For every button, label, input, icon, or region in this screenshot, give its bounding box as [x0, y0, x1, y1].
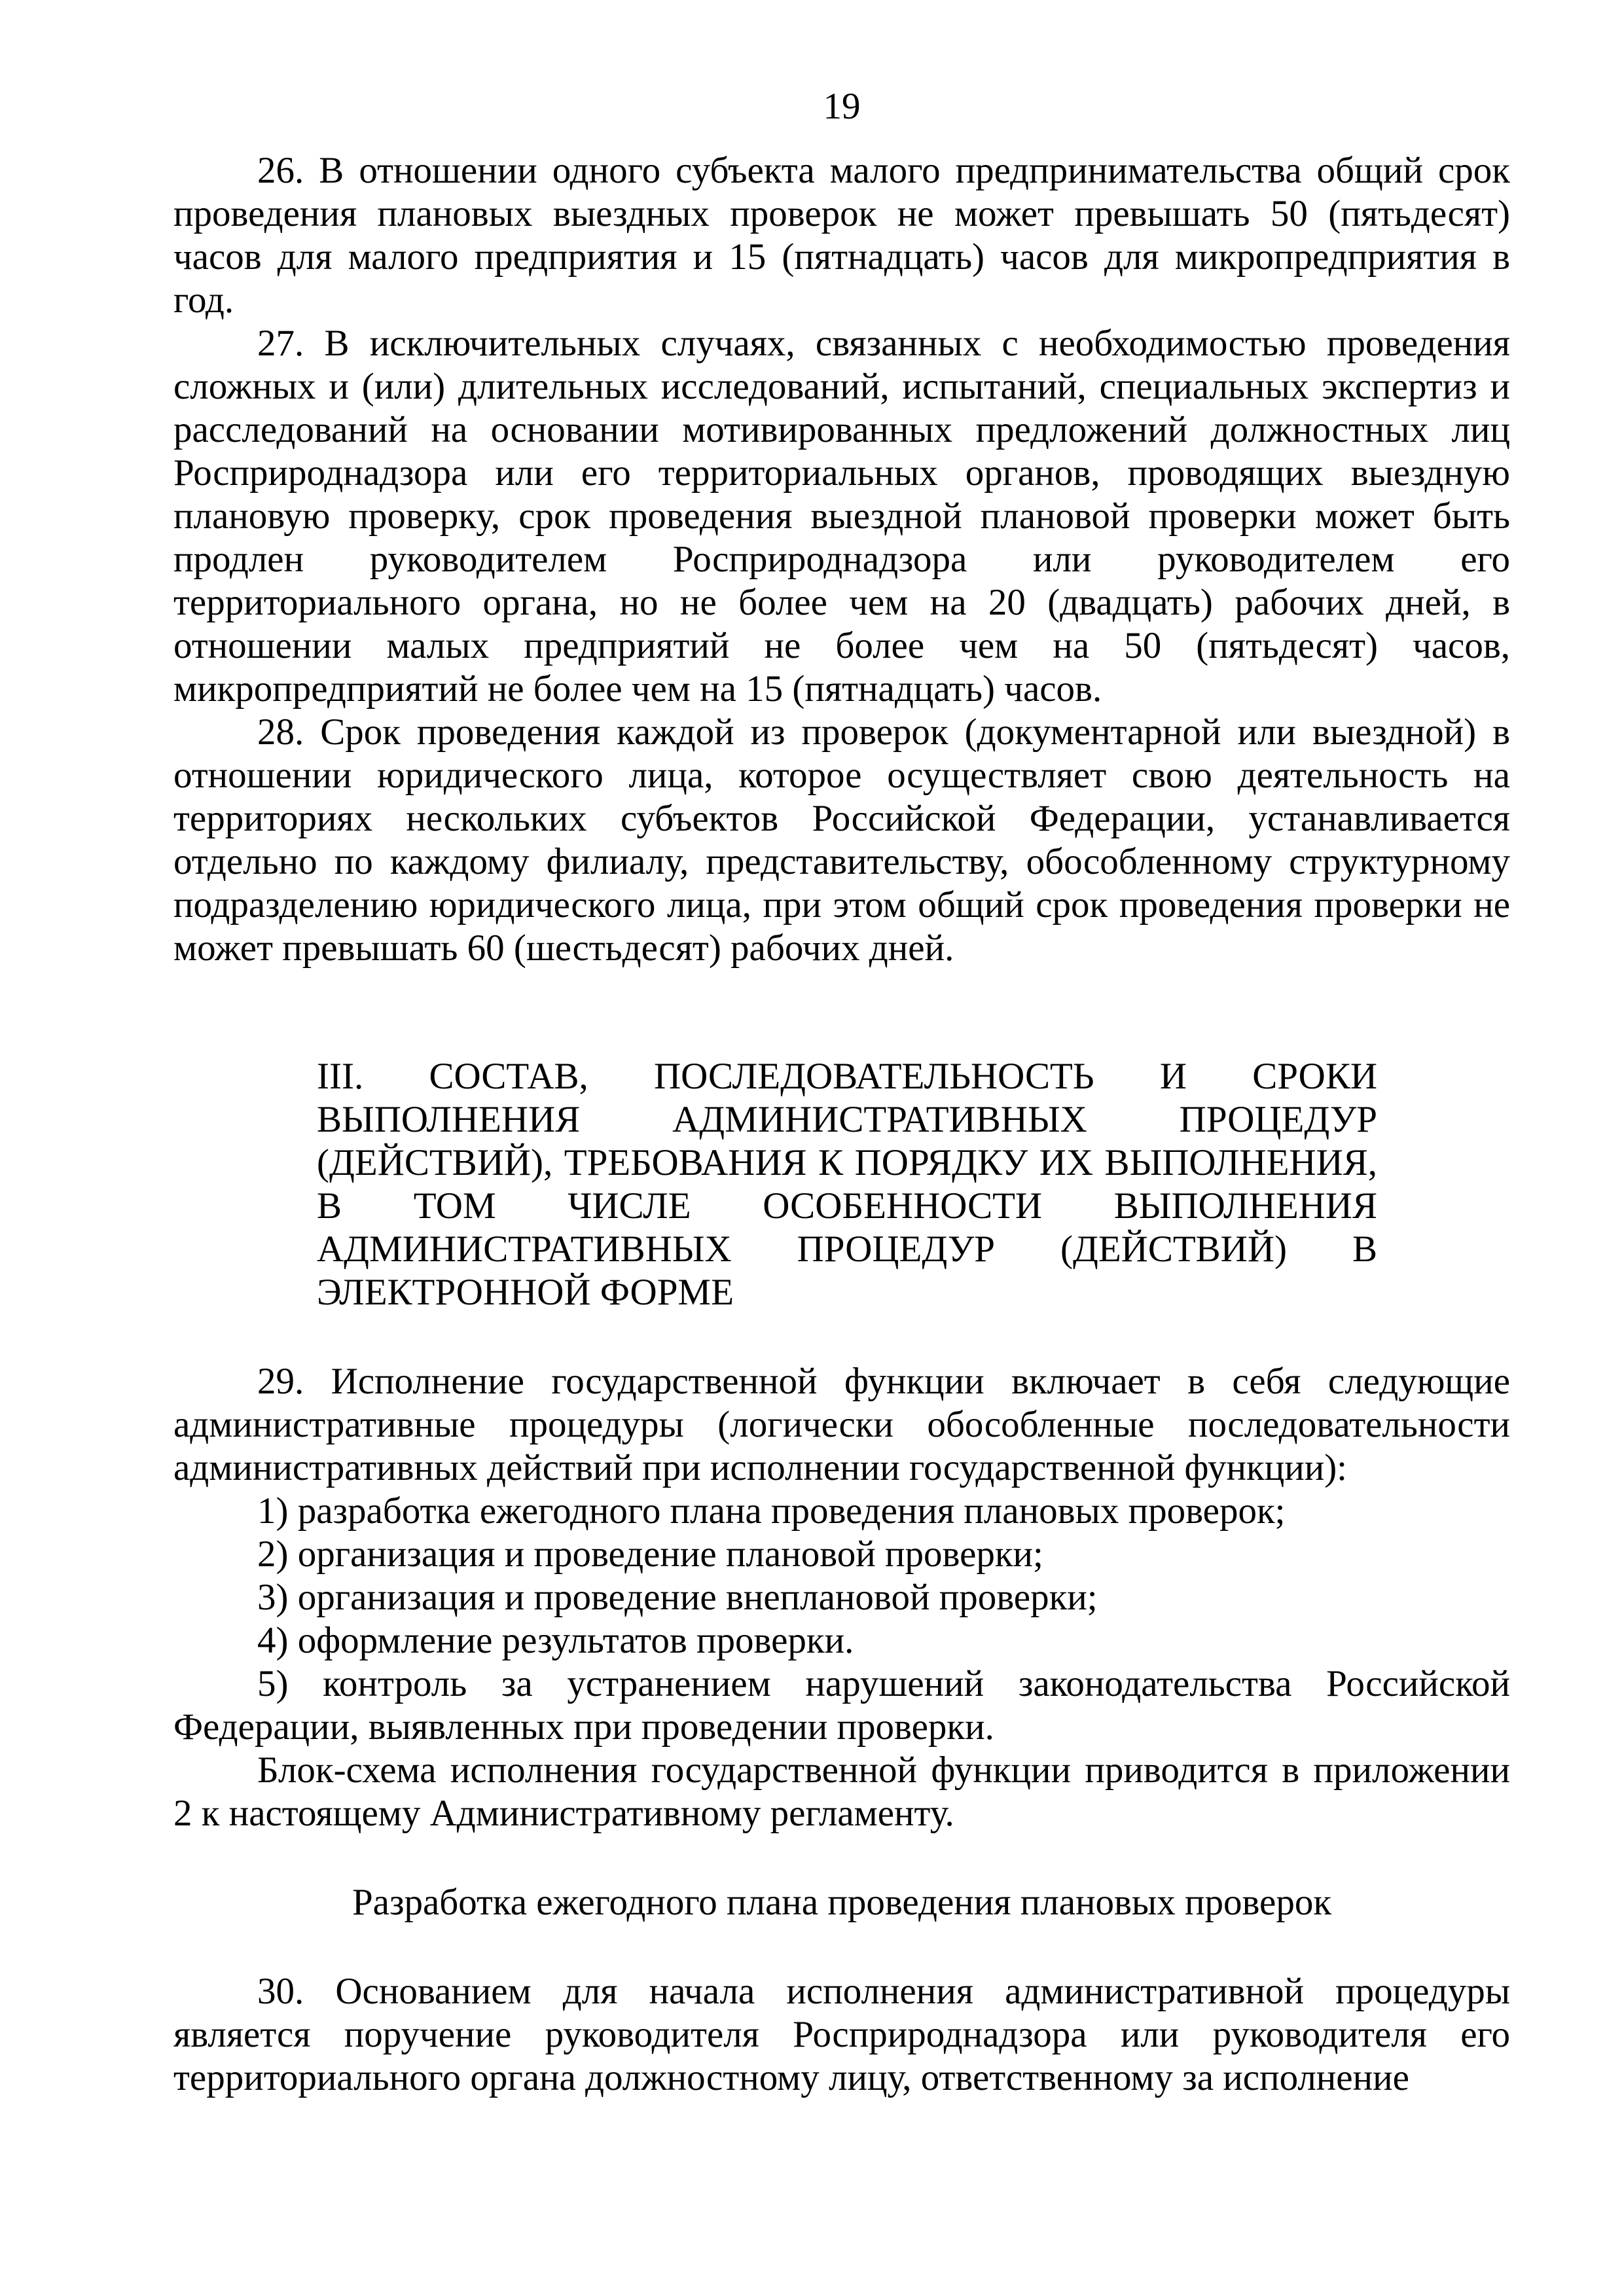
section-heading: III. СОСТАВ, ПОСЛЕДОВАТЕЛЬНОСТЬ И СРОКИ ВЫПОЛНЕНИЯ АДМИНИСТРАТИВНЫХ ПРОЦЕДУР (ДЕЙСТВИЙ), ТРЕБОВАНИЯ К ПОРЯДКУ ИХ ВЫПОЛНЕНИЯ, В ТОМ ЧИСЛЕ ОСОБЕННОСТИ ВЫПОЛНЕНИЯ АДМИНИСТРАТИВНЫХ ПРОЦЕДУР (ДЕЙСТВИЙ) В ЭЛЕКТРОННОЙ ФОРМЕ [317, 1056, 1377, 1313]
paragraph-30: 30. Основанием для начала исполнения административной процедуры является поручение руководителя Росприроднадзора или руководителя его территориального органа должностному лицу, ответственному за исполнение [173, 1971, 1510, 2098]
list-item: 2) организация и проведение плановой проверки; [257, 1534, 1043, 1575]
list-item: 4) оформление результатов проверки. [257, 1620, 854, 1661]
paragraph-29: 29. Исполнение государственной функции включает в себя следующие административные процедуры (логически обособленные последовательности административных действий при исполнении государственной функции): [173, 1361, 1510, 1488]
paragraphs-mid [173, 1360, 1510, 1835]
page-number: 19 [823, 86, 861, 127]
paragraph-27: 27. В исключительных случаях, связанных с необходимостью проведения сложных и (или) длительных исследований, испытаний, специальных экспертиз и расследований на основании мотивированных предложений должностных лиц Росприроднадзора или его территориальных органов, проводящих выездную плановую проверку, срок проведения выездной плановой проверки может быть продлен руководителем Росприроднадзора или руководителем его территориального органа, но не более чем на 20 (двадцать) рабочих дней, в отношении малых предприятий не более чем на 50 (пятьдесят) часов, микропредприятий не более чем на 15 (пятнадцать) часов. [173, 323, 1510, 709]
list-item: 5) контроль за устранением нарушений законодательства Российской Федерации, выявленных при проведении проверки. [173, 1663, 1510, 1748]
subsection-heading: Разработка ежегодного плана проведения плановых проверок [352, 1882, 1332, 1923]
paragraphs-bottom [173, 1970, 1510, 2100]
flowchart-note: Блок-схема исполнения государственной функции приводится в приложении 2 к настоящему Административному регламенту. [173, 1749, 1510, 1834]
paragraph-26: 26. В отношении одного субъекта малого предпринимательства общий срок проведения плановых выездных проверок не может превышать 50 (пятьдесят) часов для малого предприятия и 15 (пятнадцать) часов для микропредприятия в год. [173, 150, 1510, 321]
paragraph-28: 28. Срок проведения каждой из проверок (документарной или выездной) в отношении юридического лица, которое осуществляет свою деятельность на территориях нескольких субъектов Российской Федерации, устанавливается отдельно по каждому филиалу, представительству, обособленному структурному подразделению юридического лица, при этом общий срок проведения проверки не может превышать 60 (шестьдесят) рабочих дней. [173, 711, 1510, 969]
paragraphs-top [173, 149, 1510, 970]
list-item: 3) организация и проведение внеплановой проверки; [257, 1577, 1098, 1618]
list-item: 1) разработка ежегодного плана проведения плановых проверок; [257, 1490, 1286, 1532]
